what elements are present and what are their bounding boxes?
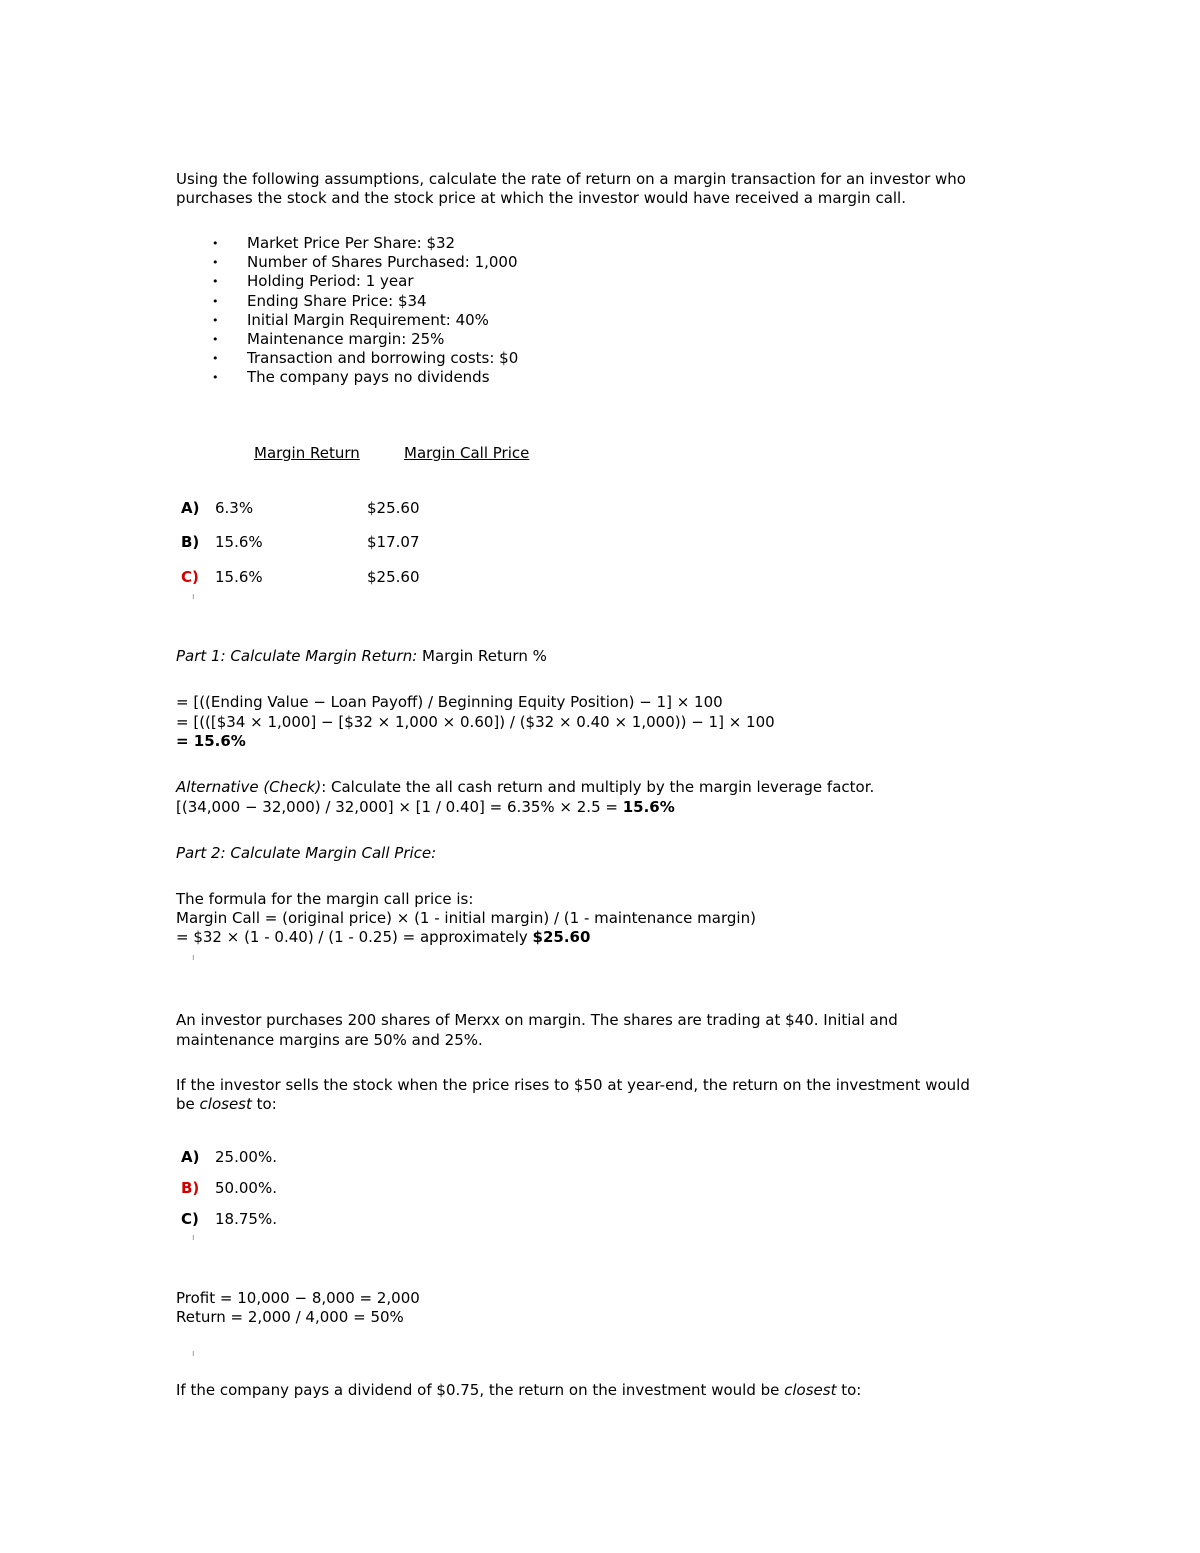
formula-line-1: = [((Ending Value − Loan Payoff) / Beginning Equity Position) − 1] × 100 (176, 693, 723, 711)
option-return: 6.3% (215, 499, 254, 517)
q2-profit-line: Profit = 10,000 − 8,000 = 2,000 (176, 1289, 420, 1307)
bullet-icon: • (212, 237, 219, 250)
column-header-margin-call-price: Margin Call Price (404, 444, 530, 462)
column-header-margin-return: Margin Return (254, 444, 360, 462)
bullet-icon: • (212, 294, 219, 308)
q3-question: If the company pays a dividend of $0.75, the return on the investment would be closest to: (176, 1381, 862, 1399)
q2-return-line: Return = 2,000 / 4,000 = 50% (176, 1308, 404, 1326)
part2-heading: Part 2: Calculate Margin Call Price: (176, 844, 437, 862)
q2-question-line-1: If the investor sells the stock when the price rises to $50 at year-end, the return on the investment would (176, 1076, 970, 1094)
bullet-icon: • (212, 313, 219, 327)
q2-intro-line-2: maintenance margins are 50% and 25%. (176, 1031, 483, 1049)
divider-tick: ı (192, 1233, 195, 1243)
bullet-icon: • (212, 332, 219, 346)
option-return: 15.6% (215, 533, 263, 551)
q1-option-b[interactable] (181, 533, 263, 552)
q2-option-c[interactable]: C) 18.75%. (181, 1210, 277, 1228)
option-letter: B) (181, 533, 200, 551)
part2-line-1: The formula for the margin call price is: (176, 890, 474, 908)
q1-option-c[interactable] (181, 568, 263, 587)
option-letter: A) (181, 499, 200, 517)
part1-heading: Part 1: Calculate Margin Return: Margin Return % (176, 647, 547, 665)
q1-option-a-price: $25.60 (367, 499, 420, 517)
q2-intro-line-1: An investor purchases 200 shares of Merxx on margin. The shares are trading at $40. Initial and (176, 1011, 898, 1029)
part2-line-2: Margin Call = (original price) × (1 - initial margin) / (1 - maintenance margin) (176, 909, 756, 927)
option-letter-correct: B) (181, 1179, 200, 1197)
q1-intro-line-1: Using the following assumptions, calculate the rate of return on a margin transaction for an investor who (176, 170, 966, 188)
option-letter: C) (181, 1210, 199, 1228)
bullet-icon: • (212, 256, 219, 270)
bullet-icon: • (212, 352, 219, 366)
q2-option-a[interactable]: A) 25.00%. (181, 1148, 277, 1166)
divider-tick: ı (192, 1349, 195, 1359)
q2-question-line-2: be closest to: (176, 1095, 277, 1113)
formula-line-2: = [(([$34 × 1,000] − [$32 × 1,000 × 0.60]) / ($32 × 0.40 × 1,000)) − 1] × 100 (176, 713, 775, 731)
q1-option-c-price: $25.60 (367, 568, 420, 586)
bullet-icon: • (212, 371, 219, 385)
part2-line-3: = $32 × (1 - 0.40) / (1 - 0.25) = approximately $25.60 (176, 928, 591, 946)
alternative-check: Alternative (Check): Calculate the all cash return and multiply by the margin leverage factor. (176, 778, 875, 796)
divider-tick: ı (192, 953, 195, 963)
option-return: 15.6% (215, 568, 263, 586)
divider-tick: ı (192, 592, 195, 602)
q2-option-b[interactable]: B) 50.00%. (181, 1179, 277, 1197)
bullet-icon: • (212, 275, 219, 289)
q1-option-a[interactable] (181, 499, 253, 518)
alternative-formula: [(34,000 − 32,000) / 32,000] × [1 / 0.40] = 6.35% × 2.5 = 15.6% (176, 798, 675, 816)
option-letter: A) (181, 1148, 200, 1166)
formula-line-3: = 15.6% (176, 732, 246, 750)
q1-option-b-price: $17.07 (367, 533, 420, 551)
option-letter-correct: C) (181, 568, 199, 586)
q1-intro-line-2: purchases the stock and the stock price at which the investor would have received a margin call. (176, 189, 906, 207)
